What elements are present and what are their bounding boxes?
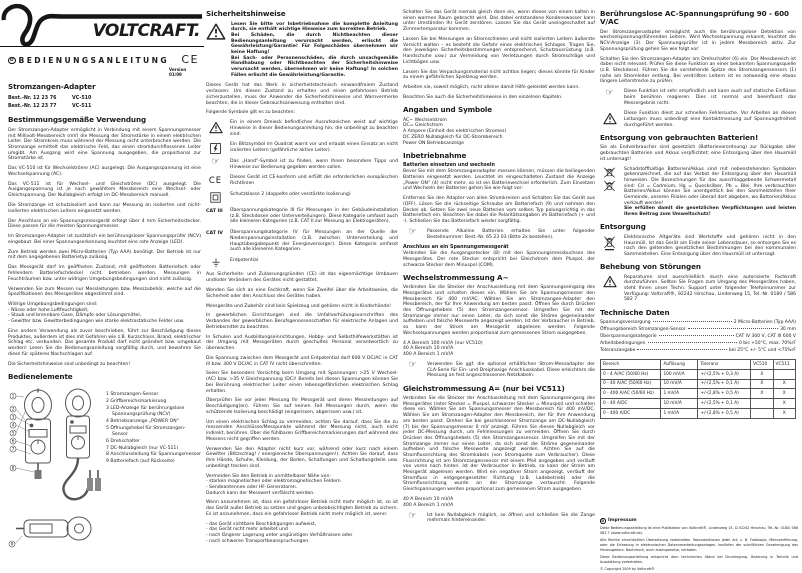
doc-title-row	[8, 53, 201, 77]
icon-paragraph	[206, 159, 398, 170]
paragraph: Der Stromzangen-Adapter ermöglicht in Verbindung mit einem Spannungsmesser mit Millivolt-Messbereich (mV) die Messung der Stromstärke in einem elektrischen Leiter. Der Stromkreis muss während der Messung nicht unterbrochen werden. Die Stromzange ermittelt das elektrische Feld, das einen stromdurchflossenen Leiter umgibt. Am Ausgang wird eine Spannung ausgegeben, die proportional zur Stromstärke ist.	[8, 127, 201, 162]
clamp-meter-illustration	[8, 384, 104, 562]
paragraph: Messgeräte und Zubehör sind kein Spielzeug und gehören nicht in Kinderhände!	[206, 303, 391, 309]
column-safety	[206, 10, 398, 549]
paragraph: Erdpotential	[230, 257, 259, 263]
ranges-table	[600, 359, 796, 419]
paragraph: Lassen Sie das Verpackungsmaterial nicht achtlos liegen; dieses könnte für Kinder zu einem gefährlichen Spielzeug werden.	[403, 69, 595, 81]
impressum	[600, 518, 798, 573]
paragraph: Aus Sicherheits- und Zulassungsgründen (CE) ist das eigenmächtige Umbauen und/oder Verändern des Gerätes nicht gestattet.	[206, 272, 398, 284]
icon-paragraph-text	[427, 229, 595, 240]
order-number: Best.-Nr. 12 23 77	[8, 103, 57, 109]
spec-leader	[653, 321, 732, 322]
paragraph: Lassen Sie bei Messungen an Stromschienen und nicht isolierten Leitern äußerste Vorsicht walten – es besteht die Gefahr eines elektrischen Schlages. Tragen Sie, den jeweiligen Sicherheitsbestimmungen entsprechend, Schutzausrüstung (z.B. Handschuhe usw.) zur Vermeidung von Verletzungen durch Stromschläge und Lichtbögen usw.	[403, 36, 595, 65]
column-intro	[8, 53, 201, 562]
icon-paragraph-text	[230, 120, 398, 137]
spec-leader	[659, 335, 734, 336]
spec-label: Überspannungskategorie	[600, 334, 657, 340]
paragraph: Wenden Sie sich an eine Fachkraft, wenn Sie Zweifel über die Arbeitsweise, die Sicherheit oder den Anschluss des Gerätes haben.	[206, 287, 398, 299]
text-lines	[403, 497, 595, 508]
class2-icon	[206, 192, 225, 204]
section-heading: Stromzangen-Adapter	[8, 82, 96, 91]
paragraph: Verwenden Sie den Adapter nicht kurz vor, während oder kurz nach einem Gewitter (Blitzschlag! / energiereiche Überspannungen!). Achten Sie darauf, dass Ihre Hände, Schuhe, Kleidung, der Boden, Schaltungen und Schaltungsteile usw. unbedingt trocken sind.	[206, 446, 398, 469]
impressum-line: © Copyright 2009 by Voltcraft®	[600, 566, 655, 571]
icon-paragraph-text	[230, 192, 398, 198]
table-cell	[751, 399, 773, 409]
doc-title-group	[8, 53, 169, 65]
legend-item: 1 Stromzangen-Sensor	[106, 392, 159, 398]
spec-value: bei 25°C +/- 5°C und <75%rF	[728, 348, 796, 354]
spec-row	[600, 348, 796, 355]
paragraph: Der Anschluss an ein Spannungsmessgerät erfolgt über 4 mm Sicherheitsstecker. Diese passen für die meisten Spannungsmesser.	[8, 218, 201, 230]
paragraph: Der Stromzangenadapter ermöglicht auch die berührungslose Detektion von wechselspannungsführenden Leitern. Wird Wechselspannung erkannt, leuchtet die NCV-Anzeige (3). Der Spannungsprüfer ist in jedem Messbereich aktiv. Zur Spannungsprüfung gehen Sie wie folgt vor:	[600, 29, 796, 52]
icon-paragraph-text	[624, 275, 796, 303]
icon-paragraph	[206, 258, 398, 268]
paragraph: Überspannungskategorie IV für Messungen an der Quelle der Niederspannungsinstallation (z.B. zwischen Unterverteilung und Hauptübergabepunkt der Energieversorger). Diese Kategorie umfasst auch alle kleineren Kategorien.	[230, 230, 398, 253]
battery-icon	[600, 167, 619, 195]
text-line: Vermeiden Sie den Betrieb in unmittelbarer Nähe von:	[206, 473, 331, 479]
icon-paragraph	[403, 513, 595, 524]
table-cell: 0 - 400 A/AC (50/60 Hz)	[601, 389, 661, 399]
brand-logo: VOLTCRAFT.	[92, 21, 200, 41]
text-line: 400 A Bereich 1 mV/A	[403, 352, 454, 358]
paragraph: Ist kein Nullabgleich möglich, so öffnen und schließen Sie die Zange mehrmals hintereinander.	[427, 512, 595, 524]
paragraph: Bevor Sie mit dem Stromzangenadapter messen können, müssen die beiliegenden Batterien eingesetzt werden. Leuchtet im eingeschalteten Zustand die Anzeige „Power ON“ (4) nicht mehr, so ist ein Batteriewechsel erforderlich. Zum Einsetzen und Wechseln der Batterien gehen Sie wie folgt vor:	[403, 169, 595, 192]
paragraph: Entfernen Sie den Adapter von allen Stromkreisen und Schalten Sie das Gerät aus (OFF). Lösen Sie die rückseitige Schraube am Batteriefach (9) und nehmen den Deckel ab. Setzen Sie zwei neue Batterien vom selben Typ polungsrichtig in das Batteriefach ein. Beachten Sie dabei die Polaritätsangaben im Batteriefach (+ und -). Schließen Sie das Batteriefach wieder sorgfältig.	[403, 196, 595, 224]
svg-text:5: 5	[11, 432, 15, 438]
text-line: AC~ Wechselstrom	[403, 117, 447, 123]
table-cell	[751, 408, 773, 418]
sub-heading: Anschluss an ein Spannungsmessgerät	[403, 245, 509, 251]
svg-text:7: 7	[11, 448, 15, 454]
tri-icon	[206, 22, 226, 42]
masthead-divider	[0, 46, 204, 47]
text-lines	[206, 522, 398, 545]
column-header: Auflösung	[661, 360, 698, 370]
hand-icon: ☞	[408, 227, 417, 238]
paragraph: Dieses Gerät ist CE-konform und erfüllt die erforderlichen europäischen Richtlinien	[230, 175, 398, 186]
icon-paragraph-text	[230, 208, 398, 225]
legend-item: 8 Anschlussleitung für Spannungsmesser	[106, 452, 201, 458]
text-line: Power ON Betriebsanzeige	[403, 140, 464, 146]
icon-paragraph	[600, 275, 796, 303]
paragraph: Diese Funktion ist sehr empfindlich und kann auch auf statische Einflüsse beim berühren reagieren. Dies ist normal und beeinflusst das Messergebnis nicht.	[624, 89, 796, 106]
section-heading: Entsorgung	[600, 222, 646, 232]
table-cell: +/-(2,8% + 0,5 A)	[698, 389, 751, 399]
order-number-row	[8, 95, 201, 103]
impressum-line: Diese Bedienungsanleitung entspricht dem technischen Stand bei Drucklegung. Änderung in Technik und Ausstattung vorbehalten.	[600, 554, 798, 564]
paragraph: Das Messgerät darf im geöffneten Zustand, mit geöffnetem Batteriefach oder fehlendem Batteriefachdeckel nicht betrieben werden. Messungen in Feuchträumen bzw. unter widrigen Umgebungsbedingungen sind nicht zulässig.	[8, 265, 201, 282]
impressum-title-text: Impressum	[608, 518, 637, 524]
text-line: 40 A Bereich 10 mV/A	[403, 346, 454, 352]
paragraph: Eine andere Verwendung als zuvor beschrieben, führt zur Beschädigung dieses Produktes, außerdem ist dies mit Gefahren wie z.B. Kurzschluss, Brand, elektrischer Schlag etc. verbunden. Das gesamte Produkt darf nicht geändert bzw. umgebaut werden! Lesen Sie die Bedienungsanleitung sorgfältig durch, und bewahren Sie diese für späteres Nachschlagen auf.	[8, 329, 201, 357]
column-header: Bereich	[601, 360, 661, 370]
table-row	[601, 369, 796, 379]
text-line: - das Gerät nicht mehr arbeitet und	[206, 527, 288, 533]
svg-text:9: 9	[10, 543, 14, 549]
icon-paragraph-text	[427, 362, 595, 379]
icon-paragraph-text	[231, 22, 398, 79]
text-line: Widrige Umgebungsbedingungen sind:	[8, 302, 98, 308]
hand-icon: ☞	[605, 87, 614, 98]
model-number: VC-511	[72, 103, 92, 109]
text-line: 400 A Bereich 1 mV/A	[403, 502, 454, 508]
icon-paragraph	[600, 235, 796, 258]
paragraph: Das VC-511 ist für Wechsel- und Gleichströme (DC) ausgelegt. Die Ausgangsspannung ist je nach gewähltem Messbereich eine Wechsel- oder Gleichspannung. Der Nullabgleich erfolgt im DC-Messbereich manuell.	[8, 181, 201, 199]
section-heading: Bedienelemente	[8, 371, 73, 381]
section-heading: Sicherheitshinweise	[206, 9, 286, 18]
paragraph: Wenn anzunehmen ist, dass ein gefahrloser Betrieb nicht mehr möglich ist, so ist das Gerät außer Betrieb zu setzen und gegen unbeabsichtigten Betrieb zu sichern. Es ist anzunehmen, dass ein gefahrloser Betrieb nicht mehr möglich ist, wenn:	[206, 500, 398, 517]
spec-label: Toleranzangabe	[600, 348, 636, 354]
paragraph: Seien Sie besonders Vorsichtig beim Umgang mit Spannungen >25 V Wechsel- (AC) bzw. >35 V Gleichspannung (DC)! Bereits bei diesen Spannungen können Sie bei Berührung elektrischer Leiter einen lebensgefährlichen elektrischen Schlag erhalten.	[206, 371, 398, 394]
text-lines	[403, 341, 595, 358]
section-heading: Berührungslose AC-Spannungsprüfung 90 - 600 V/AC	[600, 9, 789, 27]
legend-item: 9 Batteriefach (auf Rückseite)	[106, 458, 175, 464]
column-specs	[600, 10, 796, 419]
paragraph: Verbinden Sie die Stecker der Anschlussleitung mit dem Spannungseingang des Messgerätes (roter Stecker = Pluspol, schwarzer Stecker = Minuspol) und schalten diese ein. Wählen Sie am Spannungsmesser den Messbereich für 400 mV/DC. Wählen Sie am Stromzangen-Adapter den Messbereich, der für Ihre Anwendung am besten passt. Drehen Sie bei geschlossener Stromzange am DC-Nullabgleich (7) bis der Spannungsmesser 0 mV anzeigt. Führen Sie diesen Nullabgleich vor jeder DC-Messung durch, um Fehlmessungen zu vermeiden. Öffnen Sie durch Drücken des Öffnungshebels (5) den Stromzangensensor. Umgreifen Sie mit der Stromzange immer nur einen Leiter, da sich sonst die Ströme gegeneinander aufheben und falsche Messwerte angezeigt werden. Achten Sie auf die Stromflussrichtung des Stromkabels (von Stromquelle zum Verbraucher). Diese Flussrichtung ist am Stromzangensensor mit einem Pfeil angegeben und verläuft von vorne nach hinten. Ist der Verbraucher in Betrieb, so kann der Strom am Messgerät abgelesen werden. Wird ein negativer Strom angezeigt, verläuft der Stromfluss in entgegengesetzter Richtung (z.B. Ladebetrieb) oder die Stromflussrichtung wurde an der Stromzange vertauscht. Folgende Gleichspannungen werden proportional zum gemessenen Strom ausgegeben.	[403, 396, 595, 493]
text-lines	[206, 474, 398, 497]
section-heading: Behebung von Störungen	[600, 262, 701, 272]
table-cell: X	[773, 389, 795, 399]
region-d-icon: D	[601, 518, 605, 523]
paragraph: Bei Sach- oder Personenschäden, die durch unsachgemäße Handhabung oder Nichtbeachten der Sicherheitshinweise verursacht werden, übernehmen wir keine Haftung! In solchen Fällen erlischt die Gewährleistung/Garantie.	[231, 55, 398, 78]
icon-paragraph-text	[427, 513, 595, 524]
table-cell: 0 - 400 A/DC	[601, 408, 661, 418]
bolt-icon	[206, 142, 225, 154]
icon-paragraph	[206, 192, 398, 204]
svg-text:3: 3	[11, 416, 15, 422]
section-heading: Wechselstrommessung A~	[403, 272, 509, 282]
table-cell: 10 mV/A	[661, 399, 698, 409]
icon-paragraph-text	[230, 175, 398, 186]
region-d-icon: D	[9, 58, 14, 63]
model-number: VC-510	[72, 95, 92, 101]
paragraph: Das „Hand“-Symbol ist zu finden, wenn Ihnen besondere Tipps und Hinweise zur Bedienung gegeben werden sollen.	[230, 158, 398, 170]
column-safety-blocks	[206, 10, 398, 544]
paragraph: In gewerblichen Einrichtungen sind die Unfallverhütungsvorschriften des Verbandes der gewerblichen Berufsgenossenschaften für elektrische Anlagen und Betriebsmittel zu beachten.	[206, 313, 398, 330]
paragraph: Schadstoffhaltige Batterien/Akkus sind mit nebenstehenden Symbolen gekennzeichnet, die auf das Verbot der Entsorgung über den Hausmüll hinweisen. Die Bezeichnungen für das ausschlaggebende Schwermetall sind: Cd = Cadmium, Hg = Quecksilber, Pb = Blei. Ihre verbrauchten Batterien/Akkus können Sie unentgeltlich bei den Sammelstellen Ihrer Gemeinde, unseren Filialen oder überall dort abgeben, wo Batterien/Akkus verkauft werden!	[624, 166, 796, 206]
paragraph: Die Spannung zwischen dem Messgerät und Erdpotential darf 600 V DC/AC in CAT III bzw. 300 V DC/AC in CAT IV nicht überschreiten.	[206, 355, 398, 367]
spec-value: 2 Micro-Batterien (Typ AAA)	[733, 320, 796, 326]
text-line: 40 A Bereich 10 mV/A	[403, 496, 454, 502]
table-cell: +/-(2,8% + 0,5 A)	[698, 408, 751, 418]
column-operation	[403, 10, 595, 529]
icon-paragraph	[206, 120, 398, 137]
paragraph: Elektronische Altgeräte sind Wertstoffe und gehören nicht in den Hausmüll. Ist das Gerät am Ende seiner Lebensdauer, so entsorgen Sie es nach den geltenden gesetzlichen Bestimmungen bei den kommunalen Sammelstellen. Eine Entsorgung über den Hausmüll ist untersagt.	[624, 234, 796, 257]
table-cell: 10 mV/A	[661, 379, 698, 389]
doc-title: BEDIENUNGSANLEITUNG	[18, 56, 169, 65]
hand-icon: ☞	[211, 157, 220, 168]
icon-paragraph-text	[230, 230, 398, 253]
icon-paragraph-text	[624, 235, 796, 258]
table-cell: X	[751, 369, 773, 379]
paragraph: Ein in einem Dreieck befindliches Ausrufezeichen weist auf wichtige Hinweise in dieser Bedienungsanleitung hin, die unbedingt zu beachten sind.	[230, 120, 398, 137]
paragraph: Überspannungskategorie III für Messungen in der Gebäudeinstallation (z.B. Steckdosen oder Unterverteilungen). Diese Kategorie umfasst auch alle kleineren Kategorien (z.B. CAT II zur Messung an Elektrogeräten).	[230, 208, 398, 225]
text-line: - Staub und brennbare Gase, Dämpfe oder Lösungsmittel,	[8, 313, 142, 319]
paragraph: Beachten Sie auch die Sicherheitshinweise in den einzelnen Kapiteln.	[403, 95, 563, 100]
spec-leader	[648, 342, 737, 343]
spec-leader	[637, 349, 726, 350]
paragraph: Die Sicherheitshinweise sind unbedingt zu beachten!	[8, 361, 131, 367]
section-heading: Bestimmungsgemäße Verwendung	[8, 115, 147, 125]
section-heading: Technische Daten	[600, 307, 670, 317]
table-row	[601, 408, 796, 418]
category-label: CAT III	[206, 208, 223, 214]
paragraph: Überprüfen Sie vor jeder Messung Ihr Messgerät und deren Messleitungen auf Beschädigung(en). Führen Sie auf keinen Fall Messungen durch, wenn die schützende Isolierung beschädigt (eingerissen, abgerissen usw.) ist.	[206, 398, 398, 415]
table-cell: 1 mV/A	[661, 389, 698, 399]
section-heading: Entsorgung von gebrauchten Batterien!	[600, 132, 759, 142]
text-line: - starken magnetischen oder elektromagnetischen Feldern	[206, 479, 341, 485]
tri-icon	[600, 275, 619, 289]
spec-label: Spannungsversorgung	[600, 320, 651, 326]
paragraph: Dieses Gerät hat das Werk in sicherheitstechnisch einwandfreiem Zustand verlassen. Um diesen Zustand zu erhalten und einen gefahrlosen Betrieb sicherzustellen, muss der Anwender die Sicherheitshinweise und Warnvermerke beachten, die in dieser Gebrauchsanweisung enthalten sind.	[206, 83, 398, 106]
icon-paragraph	[206, 208, 398, 225]
column-header: VC511	[773, 360, 795, 370]
impressum-line: Alle Rechte einschließlich Übersetzung vorbehalten. Reproduktionen jeder Art, z. B. Fotokopie, Mikroverfilmung, oder die Erfassung in elektronischen Datenverarbeitungsanlagen, bedürfen der schriftlichen Genehmigung des Herausgebers. Nachdruck, auch auszugsweise, verboten.	[600, 537, 798, 553]
table-cell	[773, 369, 795, 379]
figure-legend	[106, 392, 201, 465]
sub-heading: Batterien einsetzen und wechseln	[403, 163, 495, 169]
text-lines	[403, 118, 595, 146]
icon-paragraph-text	[230, 159, 398, 170]
table-cell: 100 mV/A	[661, 369, 698, 379]
text-line: A Ampere (Einheit des elektrischen Stromes)	[403, 129, 507, 135]
table-cell: 0 - 40 A/AC (50/60 Hz)	[601, 379, 661, 389]
text-line: - Sendeantennen oder HF-Generatoren.	[206, 484, 298, 490]
hand-icon: ☞	[408, 360, 417, 371]
column-header: VC510	[751, 360, 773, 370]
ce-icon: CE	[208, 175, 223, 186]
spec-value: 0 bis +50°C, max. 70%rF	[738, 341, 796, 347]
table-cell: 1 mV/A	[661, 408, 698, 418]
table-row	[601, 379, 796, 389]
paragraph: Diese Funktion dient zur schnellen Fehlersuche. Vor Arbeiten an diesen Leitungen muss unbedingt eine Kontaktmessung auf Spannungsfreiheit durchgeführt werden.	[624, 111, 796, 128]
table-cell: +/-(2,5% + 0,3 A)	[698, 369, 751, 379]
svg-text:6: 6	[11, 440, 15, 446]
column-header: Toleranz	[698, 360, 751, 370]
table-cell: 0 - 4 A/AC (50/60 Hz)	[601, 369, 661, 379]
icon-paragraph	[206, 175, 398, 186]
paragraph: Schalten Sie den Stromzangen-Adapter am Drehschalter (6) ein. Der Messbereich ist dabei nicht relevant. Prüfen Sie diese Funktion an einer bekannten Spannungsquelle (z.B. Steckdose). Führen Sie die vorstehende Spitze des Stromzangensensors (1) nahe am Stromleiter entlang. Bei verdrillten Leitern ist es notwendig eine etwas längere Leiterstrecke zu prüfen.	[600, 56, 796, 85]
legend-item: 6 Drehschalter	[106, 439, 140, 444]
section-heading: Gleichstrommessung A= (nur bei VC511)	[403, 383, 565, 393]
text-line: 4 A Bereich 100 mV/A (nur VC510)	[403, 340, 483, 346]
legend-item: 3 LED-Anzeige für berührungslose Spannungsprüfung (NCV)	[106, 405, 185, 418]
masthead	[0, 0, 204, 48]
version-label: Version 01/09	[169, 67, 187, 77]
paragraph: Das VC-510 ist für Wechselströme (AC) ausgelegt. Die Ausgangsspannung ist eine Wechselspannung (AC).	[8, 166, 201, 177]
table-cell: +/-(2,5% + 0,1 A)	[698, 399, 751, 409]
icon-paragraph-text	[624, 167, 796, 218]
table-cell: X	[751, 379, 773, 389]
paragraph: Um einen elektrischen Schlag zu vermeiden, achten Sie darauf, dass Sie die zu messenden Anschlüsse/Messpunkte während der Messung nicht, auch nicht indirekt, berühren. Über die fühlbaren Griffbereichsmarkierungen darf während des Messens nicht gegriffen werden.	[206, 419, 398, 442]
legend-item: 7 DC-Nullabgleich (nur VC-511)	[106, 445, 179, 451]
paragraph: Die Stromzange ist schutzisoliert und kann zur Messung an isolierten und nicht-isolierten elektrischen Leitern eingesetzt werden.	[8, 203, 201, 214]
table-row	[601, 399, 796, 409]
paragraph: Passende Alkaline Batterien erhalten Sie unter folgender Bestellnummer: Best.-Nr. 65 23 03 (Bitte 2x bestellen).	[427, 228, 595, 240]
column-specs-blocks	[600, 10, 796, 419]
icon-paragraph-text	[230, 258, 398, 264]
table-header-row	[601, 360, 796, 370]
text-line: - nach längerer Lagerung unter ungünstigen Verhältnissen oder	[206, 533, 353, 539]
paragraph: Folgende Symbole gilt es zu beachten:	[206, 110, 296, 116]
spec-leader	[688, 328, 779, 329]
table-cell: X	[773, 399, 795, 409]
impressum-line: Diese Bedienungsanleitung ist eine Publikation von Voltcraft®, Lindenweg 15, D-92242 Hirschau, Tel.-Nr. 0180/ 586 582 7 (www.voltcraft.de).	[600, 526, 798, 536]
paragraph: Reparaturen sind ausschließlich durch eine autorisierte Fachkraft durchzuführen. Sollten Sie Fragen zum Umgang des Messgerätes haben, steht Ihnen unser Techn. Support unter folgender Telefonnummer zur Verfügung: Voltcraft®, 92242 Hirschau, Lindenweg 15, Tel.-Nr. 0180 / 586 582 7	[624, 274, 796, 303]
column-intro-blocks	[8, 83, 201, 562]
paragraph: Verbinden Sie die Ausgangsstecker (8) mit den Spannungsmessbuchsen des Messgerätes. Der rote Stecker entspricht bei Gleichstrom dem Pluspol, der schwarze Stecker dem Minuspol (COM).	[403, 251, 595, 268]
spec-value: CAT IV 300 V, CAT III 600 V	[735, 334, 796, 340]
text-lines	[8, 302, 201, 325]
legend-item: 4 Betriebsanzeige „POWER ON“	[106, 419, 180, 425]
svg-text:8: 8	[11, 467, 15, 473]
icon-paragraph	[403, 229, 595, 240]
paragraph: Verwenden Sie zum Messen nur Messleitungen bzw. Messzubehör, welche auf die Spezifikationen des Messgerätes abgestimmt sind.	[8, 286, 201, 298]
paragraph: Bei Schäden, die durch Nichtbeachten dieser Bedienungsanleitung verursacht werden, erlischt die Gewährleistung/Garantie! Für Folgeschäden übernehmen wir keine Haftung!	[231, 32, 398, 55]
icon-paragraph	[600, 89, 796, 106]
text-line: - das Gerät sichtbare Beschädigungen aufweist,	[206, 521, 317, 527]
icon-paragraph	[206, 230, 398, 253]
table-cell: X	[773, 408, 795, 418]
text-line: - Nässe oder hohe Luftfeuchtigkeit,	[8, 307, 89, 313]
order-number-row	[8, 103, 201, 111]
spec-value: 30 mm	[780, 327, 796, 333]
icon-paragraph	[206, 142, 398, 154]
table-cell: X	[773, 379, 795, 389]
text-line: - Gewitter bzw. Gewitterbedingungen wie starke elektrostatische Felder usw.	[8, 319, 185, 325]
paragraph: Verwenden Sie ggf. die optional erhältlichen Strom-Messadapter der CLA-Serie für Ein- und Dreiphasige Anschlusskabel. Diese erleichtern die Messung an fest angeschlossenen Netzkabeln.	[427, 361, 595, 379]
tri-icon	[206, 120, 225, 134]
svg-text:1: 1	[11, 395, 15, 401]
text-line: - nach schweren Transportbeanspruchungen.	[206, 538, 310, 544]
icon-paragraph-text	[624, 111, 796, 128]
icon-paragraph-text	[230, 142, 398, 153]
svg-text:4: 4	[11, 424, 15, 430]
ce-version-group	[169, 53, 201, 77]
spec-label: Öffnungsbereich Stromzangen-Sensor	[600, 327, 686, 333]
paragraph: Sie als Endverbraucher sind gesetzlich (Batterieverordnung) zur Rückgabe aller gebrauchten Batterien und Akkus verpflichtet; eine Entsorgung über den Hausmüll ist untersagt!	[600, 145, 796, 162]
icon-paragraph	[600, 111, 796, 128]
paragraph: In Schulen und Ausbildungseinrichtungen, Hobby- und Selbsthilfewerkstätten ist der Umgang mit Messgeräten durch geschultes Personal verantwortlich zu überwachen.	[206, 334, 398, 351]
table-cell: +/-(2,5% + 0,1 A)	[698, 379, 751, 389]
device-figure	[8, 384, 201, 562]
section-heading: Inbetriebnahme	[403, 150, 467, 160]
tri-icon	[600, 111, 619, 125]
icon-paragraph	[403, 362, 595, 379]
order-numbers	[8, 95, 201, 111]
icon-paragraph	[206, 22, 398, 79]
paragraph: Arbeiten sie, soweit möglich, nicht alleine damit Hilfe geleistet werden kann.	[403, 85, 580, 91]
earth-icon	[206, 258, 225, 268]
category-label: CAT IV	[206, 230, 223, 236]
text-line: Dadurch kann der Messwert verfälscht werden.	[206, 490, 315, 496]
paragraph: Ein Blitzsymbol im Quadrat warnt vor und erlaubt einen Einsatz an nicht isolierten Leitern (gefährliche aktive Leiter).	[230, 142, 398, 153]
bin-icon	[600, 235, 619, 252]
hand-icon: ☞	[408, 511, 417, 521]
paragraph: Sie erfüllen damit die gesetzlichen Verpflichtungen und leisten Ihren Beitrag zum Umweltschutz!	[624, 206, 796, 218]
spec-list	[600, 320, 796, 355]
paragraph: Schutzklasse 2 (doppelte oder verstärkte Isolierung)	[230, 191, 351, 197]
text-line: DC ZERO Nullabgleich für DC-Strombereich	[403, 134, 503, 140]
svg-text:2: 2	[11, 408, 15, 414]
ce-mark-icon: CE	[181, 53, 199, 66]
text-line: DC= Gleichstrom	[403, 123, 443, 129]
paragraph: Schalten Sie das Gerät niemals gleich dann ein, wenn dieses von einem kalten in einen warmen Raum gebracht wird. Das dabei entstandene Kondenswasser kann unter Umständen Ihr Gerät zerstören. Lassen Sie das Gerät uneingeschaltet auf Zimmertemperatur kommen.	[403, 10, 595, 33]
impressum-title	[600, 518, 798, 524]
legend-item: 2 Griffbereichsmarkierung	[106, 399, 167, 405]
order-number: Best.-Nr. 12 23 76	[8, 95, 57, 101]
paragraph: Zum Betrieb werden zwei Micro-Batterien (Typ AAA) benötigt. Der Betrieb ist nur mit dem angegebenen Batterietyp zulässig.	[8, 249, 201, 261]
icon-paragraph	[600, 167, 796, 218]
icon-paragraph-text	[624, 89, 796, 106]
legend-item: 5 Öffnungshebel für Stromzangen-Sensor	[106, 425, 186, 438]
spec-label: Arbeitsbedingungen	[600, 341, 646, 347]
table-row	[601, 389, 796, 399]
table-cell: 0 - 40 A/DC	[601, 399, 661, 409]
section-heading: Angaben und Symbole	[403, 105, 493, 115]
impressum-lines	[600, 526, 798, 572]
table-cell: X	[751, 389, 773, 399]
column-operation-blocks	[403, 10, 595, 524]
paragraph: Im Stromzangen-Adapter ist zusätzlich ein berührungsloser Spannungsprüfer (NCV) eingebaut. Bei einer Spannungserkennung leuchtet eine rote Anzeige (LED).	[8, 234, 201, 245]
paragraph: Verbinden Sie die Stecker der Anschlussleitung mit dem Spannungseingang des Messgerätes und schalten dieses ein. Wählen Sie am Spannungsmesser den Messbereich für 400 mV/AC. Wählen Sie am Stromzangen-Adapter den Messbereich, der für Ihre Anwendung am besten passt. Öffnen Sie durch Drücken des Öffnungshebels (5) den Stromzangensensor. Umgreifen Sie mit der Stromzange immer nur einen Leiter, da sich sonst die Ströme gegeneinander aufheben und falsche Messwerte angezeigt werden. Ist der Verbraucher in Betrieb, so kann der Strom am Messgerät abgelesen werden. Folgende Wechselspannungen werden proportional zum gemessenen Strom ausgegeben.	[403, 285, 595, 336]
paragraph: Lesen Sie bitte vor Inbetriebnahme die komplette Anleitung durch, sie enthält wichtige Hinweise zum korrekten Betrieb.	[231, 21, 398, 33]
